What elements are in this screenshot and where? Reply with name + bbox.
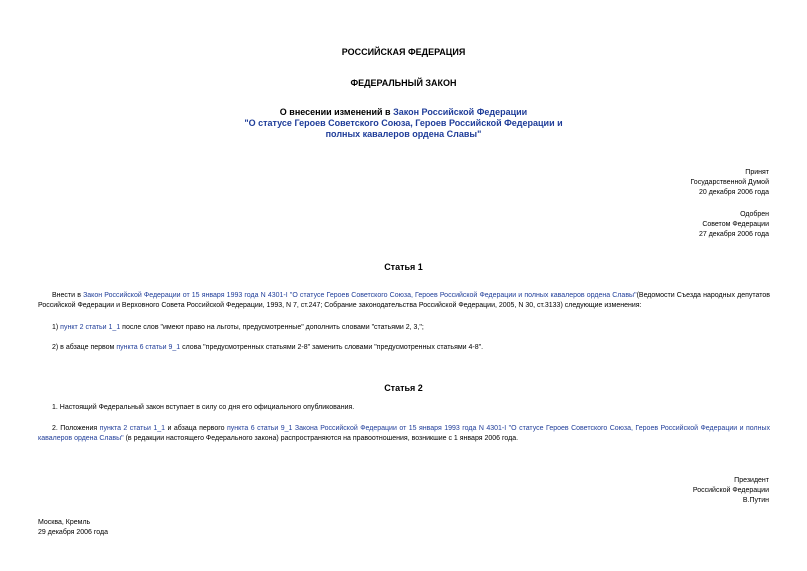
article-1-item-2 <box>52 343 483 353</box>
signature-block <box>693 476 769 506</box>
text: Внести в <box>52 292 84 299</box>
adopted-label: Принят <box>745 169 769 176</box>
approved-date: 27 декабря 2006 года <box>698 231 769 238</box>
country-heading: РОССИЙСКАЯ ФЕДЕРАЦИЯ <box>341 47 466 57</box>
adopted-block <box>690 168 769 198</box>
article-2-paragraph-2 <box>38 424 770 444</box>
article-2-paragraph-1: 1. Настоящий Федеральный закон вступает в силу со дня его официального опубликования. <box>52 404 355 411</box>
signature-country: Российской Федерации <box>692 487 769 494</box>
approved-block <box>699 210 769 240</box>
article-1-heading: Статья 1 <box>384 262 423 272</box>
signature-title: Президент <box>734 477 769 484</box>
approved-body: Советом Федерации <box>702 221 769 228</box>
approved-label: Одобрен <box>740 211 769 218</box>
title-link-line3[interactable]: полных кавалеров ордена Славы" <box>325 129 482 139</box>
text: (Ведомости Съезда народных депутатов Российской Федерации и Верховного Совета Российской Федерации, 1993, N 7, ст.247; Собрание законодательства Российской Федерации, 2005, N 30, ст.3133) следующие изменения: <box>38 292 770 309</box>
place: Москва, Кремль <box>38 519 91 526</box>
text: (в редакции настоящего Федерального закона) распространяются на правоотношения, возникшие с 1 января 2006 года. <box>123 435 519 442</box>
signature-name: В.Путин <box>742 497 769 504</box>
item-1-link[interactable]: пункт 2 статьи 1_1 <box>60 324 121 331</box>
p2-link-1[interactable]: пункта 2 статьи 1_1 <box>99 425 166 432</box>
article-2-heading: Статья 2 <box>384 383 423 393</box>
adopted-date: 20 декабря 2006 года <box>698 189 769 196</box>
article-1-item-1 <box>52 323 424 333</box>
title-link[interactable]: Закон Российской Федерации <box>393 107 528 117</box>
law-link[interactable]: Закон Российской Федерации от 15 января 1993 года N 4301-I "О статусе Героев Советского Союза, Героев Российской Федерации и полных кавалеров ордена Славы" <box>83 292 637 299</box>
law-title <box>0 107 807 140</box>
title-link-line2[interactable]: "О статусе Героев Советского Союза, Героев Российской Федерации и <box>244 118 563 128</box>
place-date-block <box>38 518 108 538</box>
text: после слов "имеют право на льготы, предусмотренные" дополнить словами "статьями 2, 3,"; <box>120 324 424 331</box>
p2-link-2[interactable]: пункта 6 статьи 9_1 <box>226 425 293 432</box>
adopted-body: Государственной Думой <box>690 179 769 186</box>
doc-type-heading: ФЕДЕРАЛЬНЫЙ ЗАКОН <box>350 78 457 88</box>
text: и абзаца первого <box>165 425 227 432</box>
sign-date: 29 декабря 2006 года <box>38 529 109 536</box>
title-prefix: О внесении изменений в <box>279 107 394 117</box>
text: 2. Положения <box>52 425 100 432</box>
p2-link-3[interactable]: Закона Российской Федерации от 15 января 1993 года N 4301-I "О статусе Героев Советского Союза, Героев Российской Федерации и полных кавалеров ордена Славы" <box>38 425 770 442</box>
article-1-paragraph <box>38 291 770 311</box>
item-2-link[interactable]: пункта 6 статьи 9_1 <box>116 344 181 351</box>
text: 2) в абзаце первом <box>52 344 117 351</box>
text: 1) <box>52 324 61 331</box>
text: слова "предусмотренных статьями 2-8" заменить словами "предусмотренных статьями 4-8". <box>180 344 484 351</box>
